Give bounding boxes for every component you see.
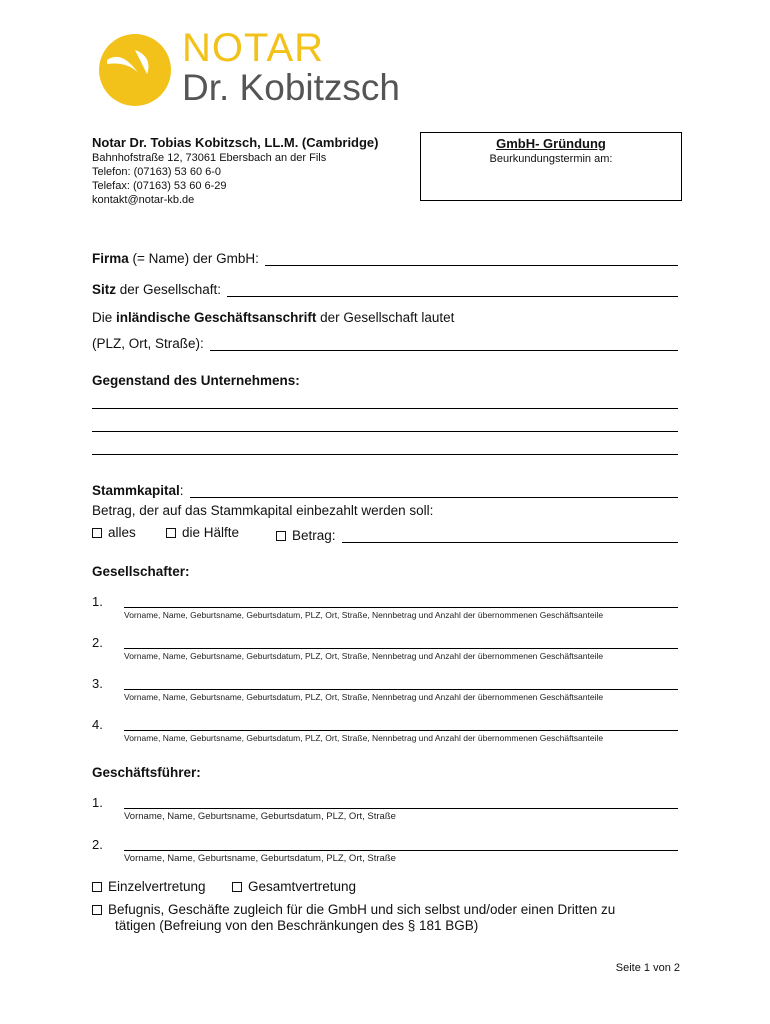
gf-field-1[interactable]: [124, 808, 678, 809]
plz-label: (PLZ, Ort, Straße):: [92, 336, 204, 351]
checkbox-icon[interactable]: [166, 528, 176, 538]
gf-caption-2: Vorname, Name, Geburtsname, Geburtsdatum, PLZ, Ort, Straße: [124, 853, 396, 864]
plz-field[interactable]: [210, 337, 678, 351]
box-title: GmbH- Gründung: [496, 136, 606, 151]
gesellschafter-caption-4: Vorname, Name, Geburtsname, Geburtsdatum, PLZ, Ort, Straße, Nennbetrag und Anzahl der übernommenen Geschäftsanteile: [124, 733, 604, 743]
gesellschafter-field-4[interactable]: [124, 730, 678, 731]
gegenstand-label: Gegenstand des Unternehmens:: [92, 373, 300, 388]
befugnis-line-2: tätigen (Befreiung von den Beschränkungen des § 181 BGB): [115, 918, 479, 933]
notary-name: Notar Dr. Tobias Kobitzsch, LL.M. (Cambridge): [92, 135, 379, 150]
gesellschafter-caption-3: Vorname, Name, Geburtsname, Geburtsdatum, PLZ, Ort, Straße, Nennbetrag und Anzahl der übernommenen Geschäftsanteile: [124, 692, 604, 702]
gesellschafter-field-2[interactable]: [124, 648, 678, 649]
option-gesamtvertretung[interactable]: [232, 879, 356, 894]
befugnis-line-1: Befugnis, Geschäfte zugleich für die GmbH und sich selbst und/oder einen Dritten zu: [108, 902, 616, 917]
plz-row: [92, 333, 678, 351]
stammkapital-colon: :: [179, 483, 184, 498]
betrag-field[interactable]: [342, 529, 678, 543]
gesamtvertretung-label: Gesamtvertretung: [248, 879, 357, 894]
gesellschafter-num-1: 1.: [92, 594, 103, 609]
logo-text-name: Dr. Kobitzsch: [182, 67, 400, 108]
gf-field-2[interactable]: [124, 850, 678, 851]
anschrift-text: [92, 310, 454, 325]
anschrift-pre: Die: [92, 310, 117, 325]
stammkapital-row: [92, 480, 678, 498]
option-einzelvertretung[interactable]: [92, 879, 206, 894]
checkbox-icon[interactable]: [92, 528, 102, 538]
notary-phone: Telefon: (07163) 53 60 6-0: [92, 166, 222, 178]
option-befugnis[interactable]: [92, 902, 615, 917]
gegenstand-line-1[interactable]: [92, 408, 678, 409]
checkbox-icon[interactable]: [92, 905, 102, 915]
firma-field[interactable]: [265, 252, 678, 266]
option-alles-label: alles: [108, 525, 136, 540]
einzelvertretung-label: Einzelvertretung: [108, 879, 206, 894]
gesellschafter-field-3[interactable]: [124, 689, 678, 690]
option-haelfte[interactable]: [166, 525, 239, 540]
stammkapital-field[interactable]: [190, 484, 678, 498]
notary-address: Bahnhofstraße 12, 73061 Ebersbach an der Fils: [92, 152, 327, 164]
appointment-date-label: Beurkundungstermin am:: [489, 153, 613, 165]
checkbox-icon[interactable]: [276, 531, 286, 541]
option-betrag-row: [276, 525, 678, 543]
anschrift-bold: inländische Geschäftsanschrift: [116, 310, 317, 325]
anschrift-post: der Gesellschaft lautet: [316, 310, 455, 325]
gesellschafter-num-4: 4.: [92, 717, 103, 732]
logo-mark: [95, 30, 175, 110]
gesellschafter-label: Gesellschafter:: [92, 564, 190, 579]
gesellschafter-field-1[interactable]: [124, 607, 678, 608]
stammkapital-label-bold: Stammkapital: [92, 483, 180, 498]
gesellschafter-num-2: 2.: [92, 635, 103, 650]
gf-label: Geschäftsführer:: [92, 765, 201, 780]
gesellschafter-num-3: 3.: [92, 676, 103, 691]
option-alles[interactable]: [92, 525, 136, 540]
firma-row: [92, 248, 678, 266]
checkbox-icon[interactable]: [92, 882, 102, 892]
betrag-text: Betrag, der auf das Stammkapital einbezahlt werden soll:: [92, 503, 434, 518]
notary-fax: Telefax: (07163) 53 60 6-29: [92, 180, 227, 192]
logo-text-notar: NOTAR: [182, 26, 325, 70]
firma-label: (= Name) der GmbH:: [128, 251, 259, 266]
firma-label-bold: Firma: [92, 251, 129, 266]
gegenstand-line-3[interactable]: [92, 454, 678, 455]
appointment-box: [420, 132, 682, 201]
page-number: Seite 1 von 2: [615, 962, 680, 974]
gf-num-2: 2.: [92, 837, 103, 852]
gf-caption-1: Vorname, Name, Geburtsname, Geburtsdatum, PLZ, Ort, Straße: [124, 811, 396, 822]
gf-num-1: 1.: [92, 795, 103, 810]
checkbox-icon[interactable]: [232, 882, 242, 892]
option-betrag-label: Betrag:: [292, 528, 336, 543]
gesellschafter-caption-1: Vorname, Name, Geburtsname, Geburtsdatum, PLZ, Ort, Straße, Nennbetrag und Anzahl der übernommenen Geschäftsanteile: [124, 610, 604, 620]
sitz-label: der Gesellschaft:: [116, 282, 222, 297]
option-haelfte-label: die Hälfte: [182, 525, 240, 540]
notary-email[interactable]: kontakt@notar-kb.de: [92, 194, 195, 206]
sitz-label-bold: Sitz: [92, 282, 117, 297]
sitz-field[interactable]: [227, 283, 678, 297]
gesellschafter-caption-2: Vorname, Name, Geburtsname, Geburtsdatum, PLZ, Ort, Straße, Nennbetrag und Anzahl der übernommenen Geschäftsanteile: [124, 651, 604, 661]
sitz-row: [92, 279, 678, 297]
gegenstand-line-2[interactable]: [92, 431, 678, 432]
